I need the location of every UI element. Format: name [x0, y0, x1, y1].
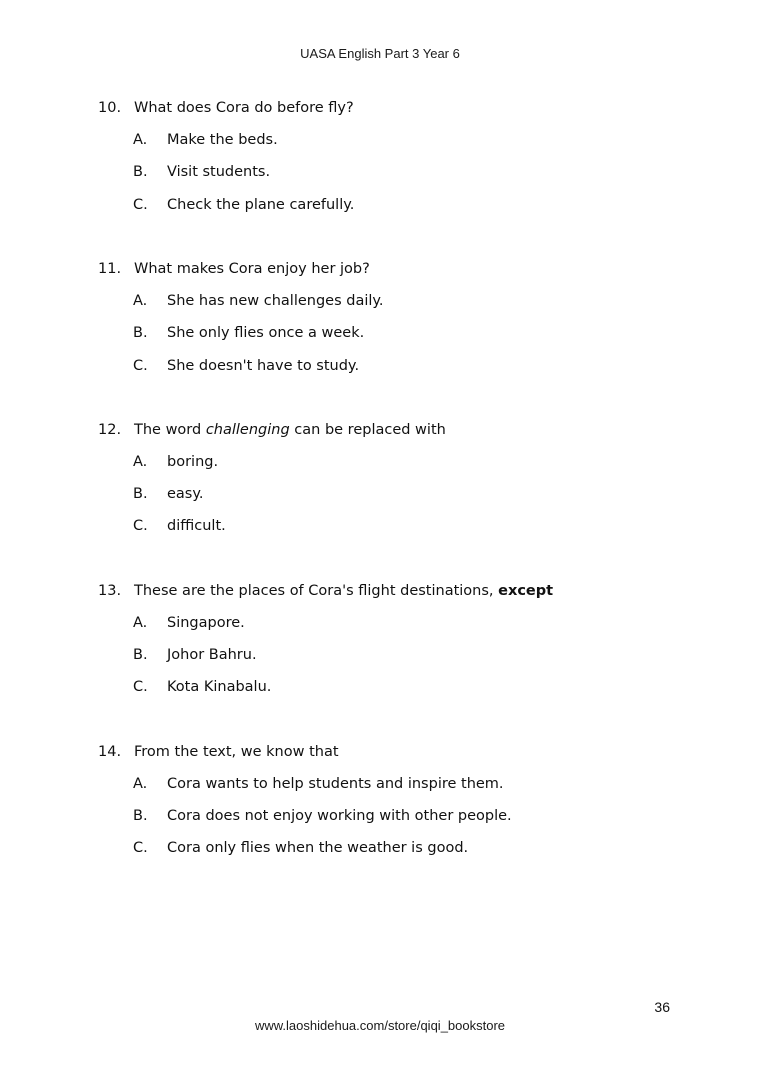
option-text: boring. [167, 454, 219, 470]
page-header: UASA English Part 3 Year 6 [300, 46, 460, 61]
option-b[interactable] [133, 808, 512, 824]
option-letter: C. [133, 518, 148, 534]
option-text: Visit students. [167, 164, 271, 180]
option-letter: A. [133, 293, 148, 309]
option-b[interactable] [133, 164, 270, 180]
option-letter: C. [133, 358, 148, 374]
question-text: What makes Cora enjoy her job? [134, 261, 370, 277]
option-c[interactable] [133, 840, 468, 856]
option-text: Cora does not enjoy working with other people. [167, 808, 512, 824]
option-text: easy. [167, 486, 204, 502]
option-text: She has new challenges daily. [167, 293, 384, 309]
question-number: 13. [98, 583, 122, 599]
option-text: Kota Kinabalu. [167, 679, 272, 695]
question-number: 12. [98, 422, 122, 438]
option-letter: A. [133, 454, 148, 470]
option-text: She only flies once a week. [167, 325, 365, 341]
question-text: The word challenging can be replaced with [134, 422, 446, 438]
option-text: Check the plane carefully. [167, 197, 355, 213]
option-b[interactable] [133, 647, 257, 663]
option-letter: A. [133, 776, 148, 792]
question-number: 14. [98, 744, 122, 760]
question-text: These are the places of Cora's flight destinations, except [134, 583, 554, 599]
option-text: She doesn't have to study. [167, 358, 360, 374]
option-letter: B. [133, 808, 148, 824]
option-c[interactable] [133, 197, 354, 213]
option-letter: A. [133, 132, 148, 148]
option-text: Make the beds. [167, 132, 278, 148]
emphasized-word: challenging [205, 422, 290, 438]
option-text: difficult. [167, 518, 226, 534]
option-letter: B. [133, 164, 148, 180]
option-b[interactable] [133, 325, 364, 341]
option-letter: B. [133, 486, 148, 502]
option-c[interactable] [133, 679, 271, 695]
option-c[interactable] [133, 518, 226, 534]
option-letter: C. [133, 840, 148, 856]
option-a[interactable] [133, 776, 504, 792]
question-number: 10. [98, 100, 122, 116]
question-text: What does Cora do before fly? [134, 100, 354, 116]
page-number: 36 [654, 999, 670, 1015]
option-letter: A. [133, 615, 148, 631]
option-text: Cora wants to help students and inspire them. [167, 776, 504, 792]
bold-word: except [498, 583, 554, 599]
option-a[interactable] [133, 293, 384, 309]
option-a[interactable] [133, 132, 278, 148]
question-text: From the text, we know that [134, 744, 339, 760]
option-b[interactable] [133, 486, 203, 502]
question-number: 11. [98, 261, 122, 277]
option-a[interactable] [133, 615, 245, 631]
footer-url[interactable]: www.laoshidehua.com/store/qiqi_bookstore [254, 1018, 506, 1033]
option-text: Cora only flies when the weather is good. [167, 840, 469, 856]
option-c[interactable] [133, 358, 359, 374]
option-text: Singapore. [167, 615, 245, 631]
option-text: Johor Bahru. [167, 647, 257, 663]
option-a[interactable] [133, 454, 218, 470]
option-letter: C. [133, 197, 148, 213]
option-letter: B. [133, 325, 148, 341]
option-letter: B. [133, 647, 148, 663]
option-letter: C. [133, 679, 148, 695]
